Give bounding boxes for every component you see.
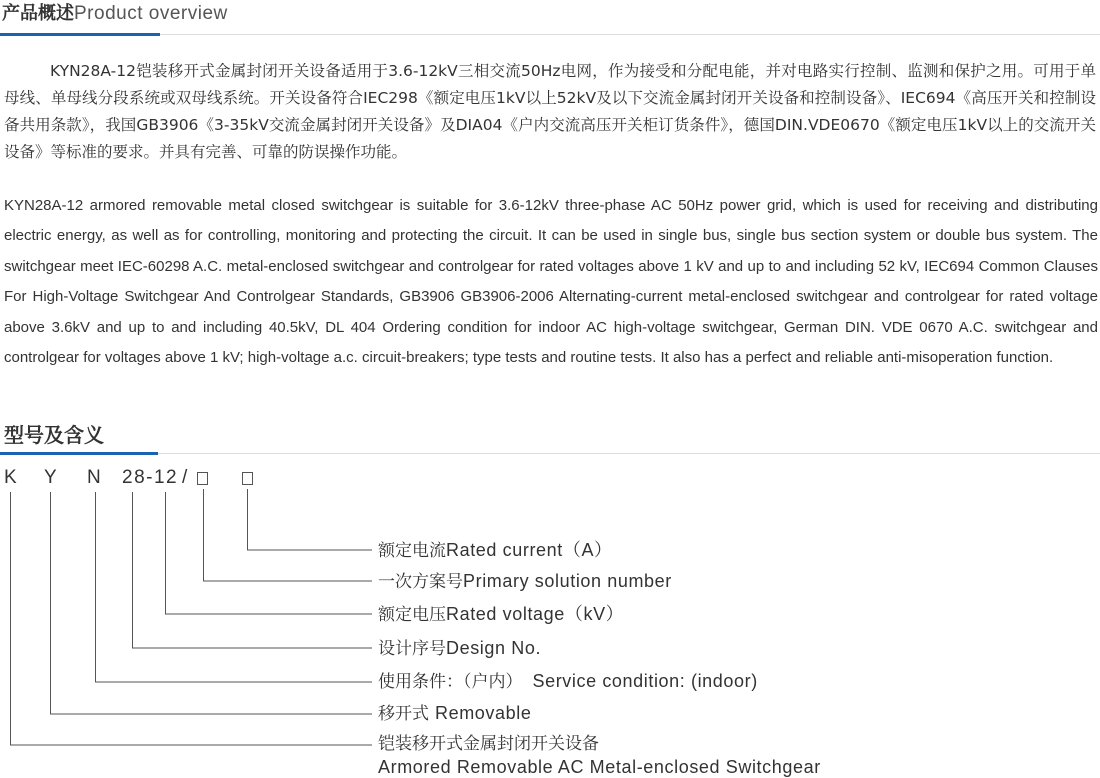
label-service-condition: [378, 670, 758, 693]
connector-line: [204, 489, 373, 581]
label-en: Removable: [435, 703, 532, 723]
label-cn: 额定电压: [378, 605, 446, 625]
label-cn: 使用条件：（户内）: [378, 672, 523, 692]
label-primary-solution: [378, 570, 672, 593]
label-en: Rated current（A）: [446, 540, 613, 560]
connector-line: [166, 492, 373, 614]
overview-title-en: Product overview: [74, 3, 228, 24]
connector-line: [11, 492, 373, 745]
label-en: Design No.: [446, 638, 542, 658]
connector-line: [96, 492, 373, 682]
overview-paragraph-cn: KYN28A-12铠装移开式金属封闭开关设备适用于3.6-12kV三相交流50Hz电网，作为接受和分配电能，并对电路实行控制、监测和保护之用。可用于单母线、单母线分段系统或双母线系统。开关设备符合IEC298《额定电压1kV以上52kV及以下交流金属封闭开关设备和控制设备》、IEC694《高压开关和控制设备共用条款》，我国GB3906《3-35kV交流金属封闭开关设备》及DIA04《户内交流高压开关柜订货条件》，德国DIN.VDE0670《额定电压1kV以上的交流开关设备》等标准的要求。并具有完善、可靠的防误操作功能。: [4, 62, 1096, 161]
label-cn: 移开式: [378, 704, 429, 724]
connector-line: [248, 489, 373, 550]
label-rated-current: [378, 539, 613, 562]
label-rated-voltage: [378, 603, 624, 626]
code-letter-k: K: [4, 467, 17, 488]
label-armored-en: Armored Removable AC Metal-enclosed Switchgear: [378, 757, 821, 777]
code-letter-y: Y: [44, 467, 57, 488]
connector-line: [133, 492, 373, 648]
model-meaning-title: 型号及含义: [4, 423, 104, 447]
label-cn: 一次方案号: [378, 572, 463, 592]
label-cn: 铠装移开式金属封闭开关设备: [378, 734, 599, 754]
code-number: 28-12: [122, 467, 179, 488]
label-cn: 设计序号: [378, 639, 446, 659]
code-slash: /: [182, 467, 188, 488]
label-en: Primary solution number: [463, 571, 672, 591]
connector-line: [51, 492, 373, 714]
overview-title-cn: 产品概述: [2, 3, 74, 24]
label-armored-cn: [378, 733, 599, 755]
label-cn: 额定电流: [378, 541, 446, 561]
code-letter-n: N: [87, 467, 101, 488]
label-design-no: [378, 637, 541, 660]
label-en: Rated voltage（kV）: [446, 604, 625, 624]
label-en: Service condition: (indoor): [532, 671, 758, 691]
label-removable: [378, 702, 531, 725]
overview-paragraph-en: KYN28A-12 armored removable metal closed switchgear is suitable for 3.6-12kV three-phase AC 50Hz power grid, which is used for receiving and distributing electric energy, as well as for controlling, monitoring and protecting the circuit. It can be used in single bus, single bus section system or double bus system. The switchgear meet IEC-60298 A.C. metal-enclosed switchgear and controlgear for rated voltages above 1 kV and up to and including 52 kV, IEC694 Common Clauses For High-Voltage Switchgear And Controlgear Standards, GB3906 GB3906-2006 Alternating-current metal-enclosed switchgear and controlgear for rated voltage above 3.6kV and up to and including 40.5kV, DL 404 Ordering condition for indoor AC high-voltage switchgear, German DIN. VDE 0670 A.C. switchgear and controlgear for voltages above 1 kV; high-voltage a.c. circuit-breakers; type tests and routine tests. It also has a perfect and reliable anti-misoperation function.: [4, 197, 1098, 367]
